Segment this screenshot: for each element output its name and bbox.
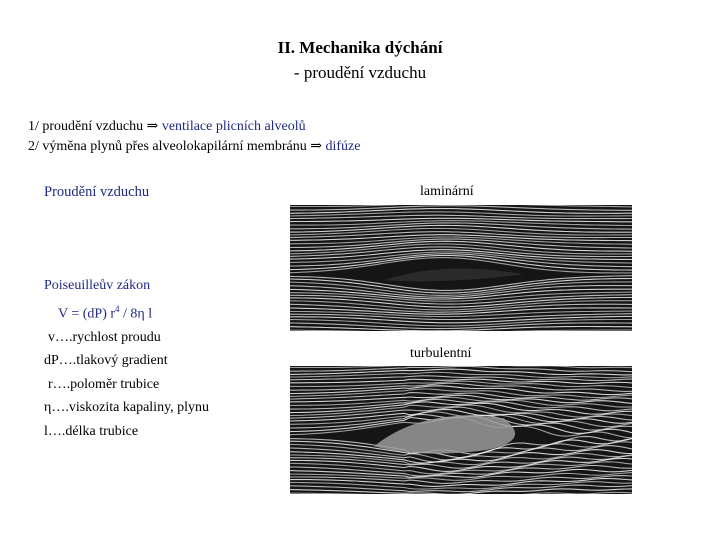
definition-length: l….délka trubice — [44, 423, 139, 439]
turbulent-flow-image — [290, 366, 632, 494]
definition-radius: r….poloměr trubice — [48, 376, 160, 392]
formula-main: V = (dP) r — [58, 306, 116, 322]
formula-tail: / 8η l — [119, 306, 153, 322]
laminar-label: laminární — [420, 184, 474, 199]
slide-subtitle: - proudění vzduchu — [293, 63, 427, 82]
definition-viscosity: η….viskozita kapaliny, plynu — [44, 400, 210, 416]
point-2-prefix: 2/ výměna plynů přes alveolokapilární membránu — [28, 139, 311, 154]
point-1-highlight: ventilace plicních alveolů — [158, 119, 306, 134]
point-1 — [28, 118, 306, 135]
laminar-flow-image — [290, 205, 632, 331]
law-name: Poiseuilleův zákon — [44, 278, 151, 293]
airflow-heading: Proudění vzduchu — [44, 184, 150, 200]
point-2-highlight: difúze — [322, 139, 361, 154]
turbulent-label: turbulentní — [410, 346, 472, 361]
law-formula — [44, 298, 209, 326]
implies-arrow-icon: ⇒ — [310, 139, 322, 154]
definition-pressure-gradient: dP….tlakový gradient — [44, 353, 168, 369]
point-1-prefix: 1/ proudění vzduchu — [28, 119, 147, 134]
slide-title: II. Mechanika dýchání — [277, 38, 443, 57]
point-2 — [28, 138, 360, 155]
definition-velocity: v….rychlost proudu — [48, 329, 161, 345]
implies-arrow-icon: ⇒ — [146, 119, 159, 134]
poiseuille-section — [44, 274, 209, 443]
formula-exponent: 4 — [115, 303, 120, 314]
